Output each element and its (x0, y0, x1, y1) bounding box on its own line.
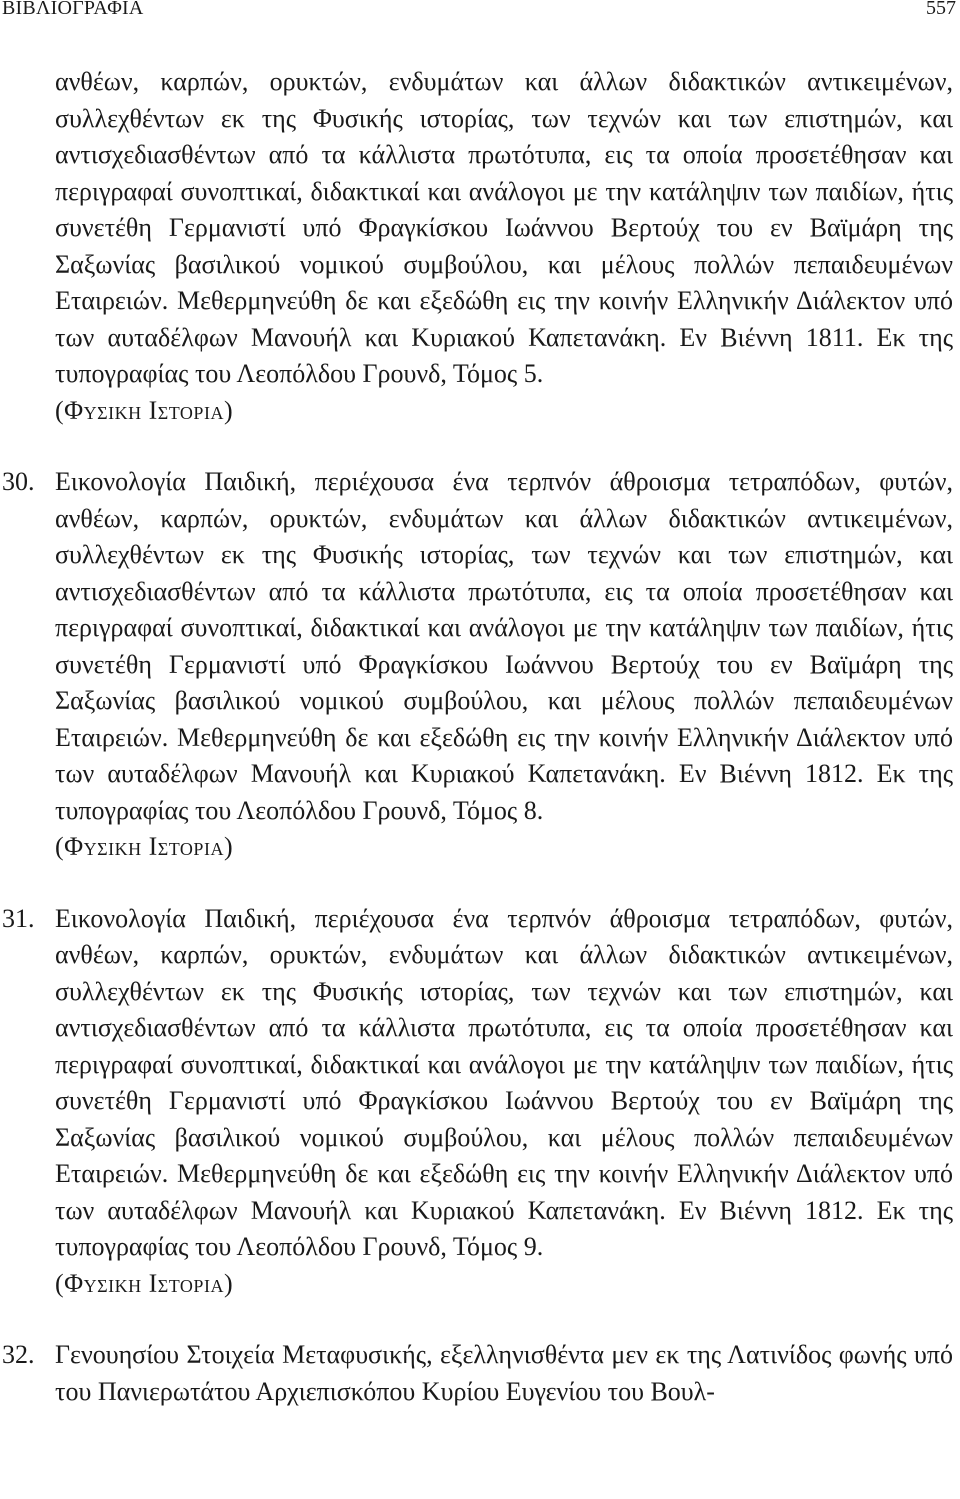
entry-series: (Φυσικη Ιστορια) (55, 395, 234, 425)
page-number: 557 (926, 0, 956, 19)
entry-description: Εικονολογία Παιδική, περιέχουσα ένα τερπνόν άθροισμα τετραπόδων, φυτών, ανθέων, καρπών, ορυκτών, ενδυμάτων και άλλων διδακτικών αντικειμένων, συλλεχθέντων εκ της Φυσικής ιστορίας, των τεχνών και των επιστημών, και αντισχεδιασθέντων από τα κάλλιστα πρωτότυπα, εις τα οποία προσετέθησαν και περιγραφαί συνοπτικαί, διδακτικαί και ανάλογοι με την κατάληψιν των παιδίων, ήτις συνετέθη Γερμανιστί υπό Φραγκίσκου Ιωάννου Βερτούχ του εν Βαϊμάρη της Σαξωνίας βασιλικού νομικού συμβούλου, και μέλους πολλών πεπαιδευμένων Εταιρειών. Μεθερμηνεύθη δε και εξεδώθη εις την κοινήν Ελληνικήν Διάλεκτον υπό των αυταδέλφων Μανουήλ και Κυριακού Καπετανάκη. Εν Βιέννη 1812. Εκ της τυπογραφίας του Λεοπόλδου Γρουνδ, Τόμος 9. (55, 903, 953, 1261)
bibliography-entry-30 (0, 464, 960, 866)
entry-number: 32. (2, 1340, 35, 1369)
entry-number: 31. (2, 903, 35, 933)
entry-description: ανθέων, καρπών, ορυκτών, ενδυμάτων και άλλων διδακτικών αντικειμένων, συλλεχθέντων εκ της Φυσικής ιστορίας, των τεχνών και των επιστημών, και αντισχεδιασθέντων από τα κάλλιστα πρωτότυπα, εις τα οποία προσετέθησαν και περιγραφαί συνοπτικαί, διδακτικαί και ανάλογοι με την κατάληψιν των παιδίων, ήτις συνετέθη Γερμανιστί υπό Φραγκίσκου Ιωάννου Βερτούχ του εν Βαϊμάρη της Σαξωνίας βασιλικού νομικού συμβούλου, και μέλους πολλών πεπαιδευμένων Εταιρειών. Μεθερμηνεύθη δε και εξεδώθη εις την κοινήν Ελληνικήν Διάλεκτον υπό των αυταδέλφων Μανουήλ και Κυριακού Καπετανάκη. Εν Βιέννη 1811. Εκ της τυπογραφίας του Λεοπόλδου Γρουνδ, Τόμος 5. (55, 67, 953, 388)
bibliography-entry-continued (0, 64, 960, 429)
entry-series: (Φυσικη Ιστορια) (55, 832, 234, 861)
entry-description: Εικονολογία Παιδική, περιέχουσα ένα τερπνόν άθροισμα τετραπόδων, φυτών, ανθέων, καρπών, ορυκτών, ενδυμάτων και άλλων διδακτικών αντικειμένων, συλλεχθέντων εκ της Φυσικής ιστορίας, των τεχνών και των επιστημών, και αντισχεδιασθέντων από τα κάλλιστα πρωτότυπα, εις τα οποία προσετέθησαν και περιγραφαί συνοπτικαί, διδακτικαί και ανάλογοι με την κατάληψιν των παιδίων, ήτις συνετέθη Γερμανιστί υπό Φραγκίσκου Ιωάννου Βερτούχ του εν Βαϊμάρη της Σαξωνίας βασιλικού νομικού συμβούλου, και μέλους πολλών πεπαιδευμένων Εταιρειών. Μεθερμηνεύθη δε και εξεδώθη εις την κοινήν Ελληνικήν Διάλεκτον υπό των αυταδέλφων Μανουήλ και Κυριακού Καπετανάκη. Εν Βιέννη 1812. Εκ της τυπογραφίας του Λεοπόλδου Γρουνδ, Τόμος 8. (55, 467, 953, 825)
entry-series: (Φυσικη Ιστορια) (55, 1268, 234, 1298)
entry-body (55, 1337, 953, 1410)
entry-body (55, 64, 953, 429)
bibliography-entries (0, 64, 960, 1445)
entry-body (55, 464, 953, 866)
bibliography-entry-31 (0, 901, 960, 1303)
entry-body (55, 901, 953, 1303)
running-head (0, 0, 960, 24)
bibliography-entry-32 (0, 1337, 960, 1410)
running-head-title: ΒΙΒΛΙΟΓΡΑΦΙΑ (2, 0, 144, 19)
entry-description: Γενουησίου Στοιχεία Μεταφυσικής, εξελληνισθέντα μεν εκ της Λατινίδος φωνής υπό του Πανιερωτάτου Αρχιεπισκόπου Κυρίου Ευγενίου του Βουλ- (55, 1340, 953, 1406)
entry-number: 30. (2, 467, 35, 496)
